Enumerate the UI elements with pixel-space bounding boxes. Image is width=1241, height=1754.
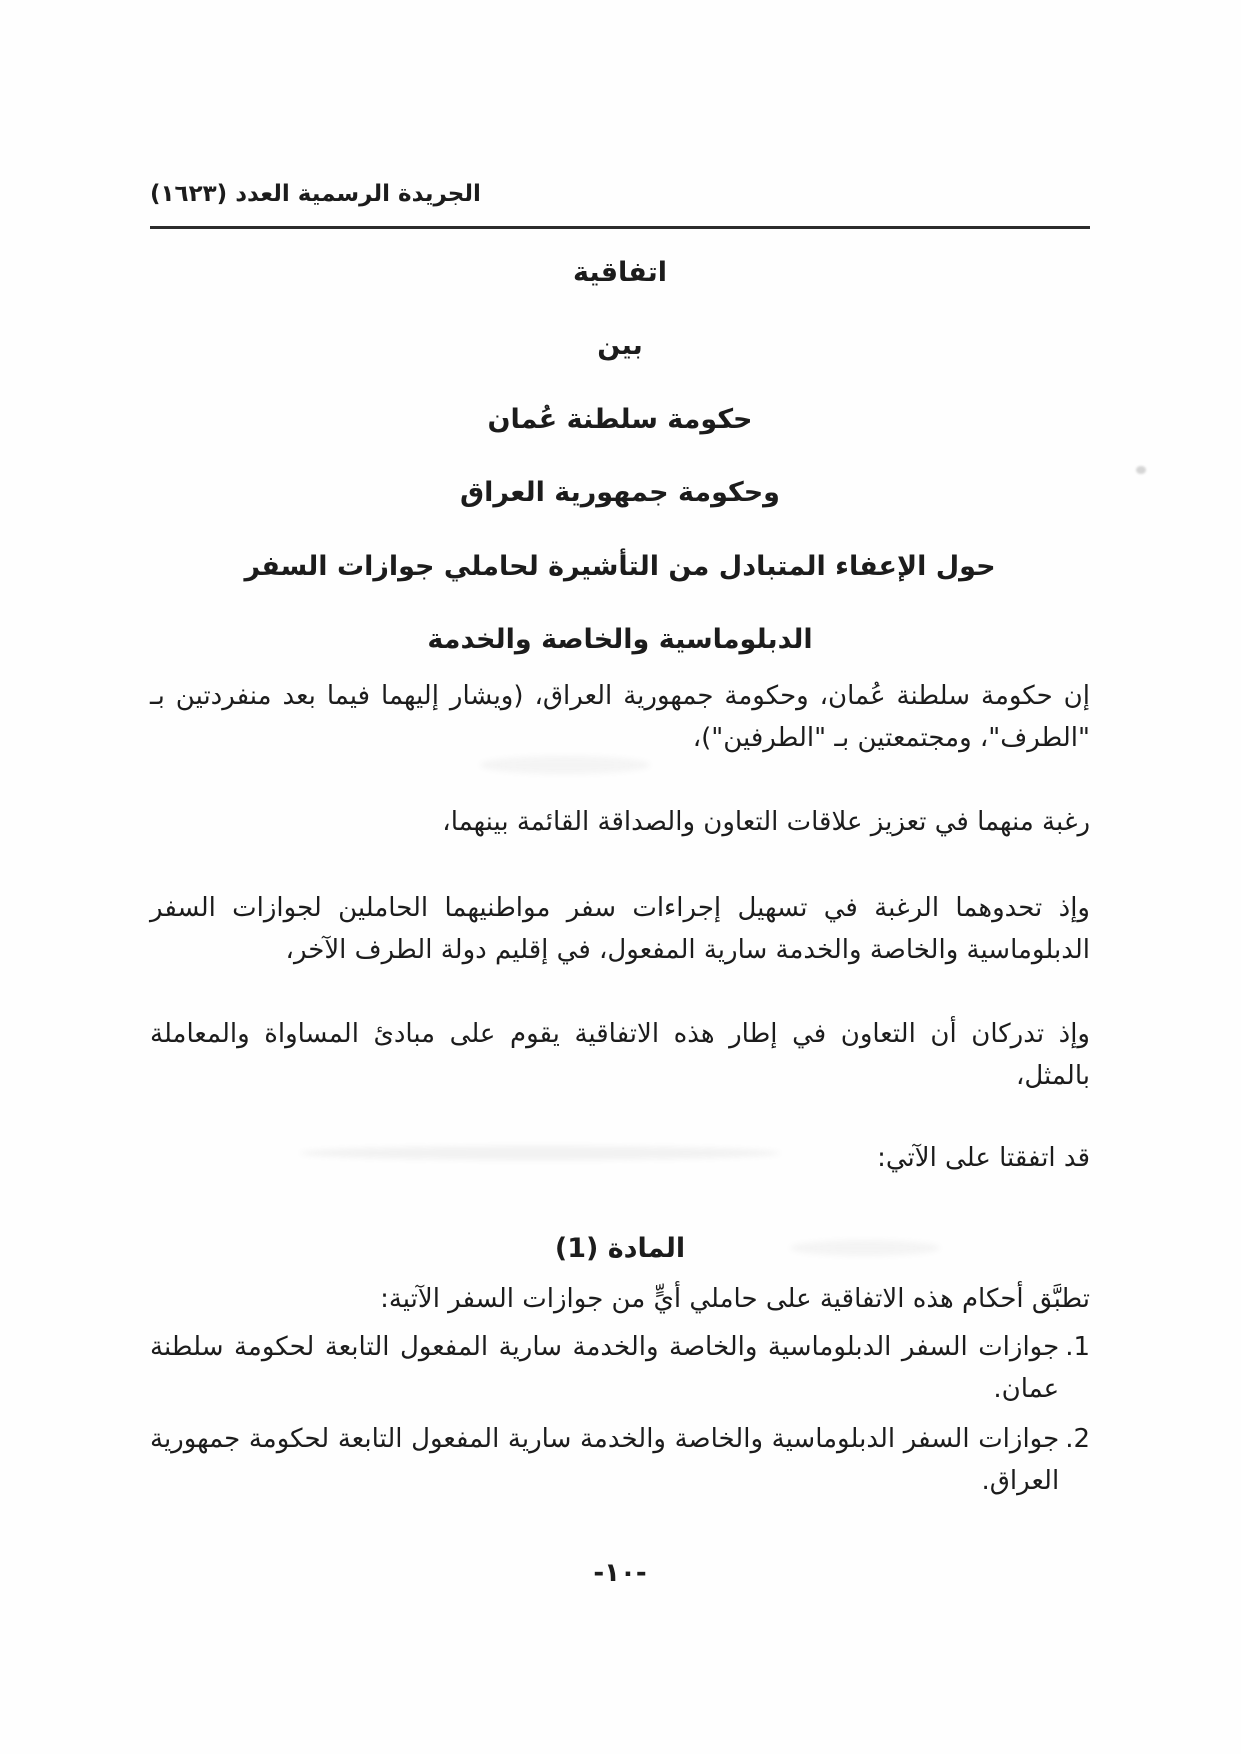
agreement-lead-in: قد اتفقتا على الآتي: [877, 1143, 1090, 1174]
preamble-paragraph-parties: إن حكومة سلطنة عُمان، وحكومة جمهورية العراق، (ويشار إليهما فيما بعد منفردتين بـ "الطرف"، ومجتمعتين بـ "الطرفين")، [150, 680, 1090, 753]
title-line-oman-government: حكومة سلطنة عُمان [487, 403, 753, 435]
clause-2-text: جوازات السفر الدبلوماسية والخاصة والخدمة سارية المفعول التابعة لحكومة جمهورية العراق. [150, 1424, 1060, 1497]
title-line-between: بين [597, 330, 643, 362]
page-number: -١٠- [593, 1558, 647, 1589]
article-1-heading: المادة (1) [554, 1233, 686, 1265]
header-rule [150, 226, 1090, 229]
title-line-agreement: اتفاقية [572, 256, 668, 288]
preamble-paragraph-friendship: رغبة منهما في تعزيز علاقات التعاون والصداقة القائمة بينهما، [442, 806, 1090, 837]
preamble-paragraph-travel-facilitation: وإذ تحدوهما الرغبة في تسهيل إجراءات سفر مواطنيهما الحاملين لجوازات السفر الدبلوماسية والخاصة والخدمة سارية المفعول، في إقليم دولة الطرف الآخر، [150, 892, 1090, 965]
clause-1-number: 1. [1065, 1331, 1090, 1362]
clause-1-text: جوازات السفر الدبلوماسية والخاصة والخدمة سارية المفعول التابعة لحكومة سلطنة عمان. [150, 1331, 1060, 1405]
clause-2-number: 2. [1065, 1424, 1090, 1455]
title-line-iraq-government: وحكومة جمهورية العراق [460, 477, 780, 509]
clause-item-2 [150, 1418, 1090, 1502]
title-line-passport-types: الدبلوماسية والخاصة والخدمة [427, 624, 813, 656]
scan-artifact [1136, 466, 1146, 474]
article-1-intro: تطبَّق أحكام هذه الاتفاقية على حاملي أيٍّ من جوازات السفر الآتية: [380, 1283, 1090, 1314]
preamble-paragraph-equality: وإذ تدركان أن التعاون في إطار هذه الاتفاقية يقوم على مبادئ المساواة والمعاملة بالمثل، [150, 1019, 1090, 1092]
clause-item-1 [150, 1326, 1090, 1410]
title-line-subject: حول الإعفاء المتبادل من التأشيرة لحاملي جوازات السفر [244, 550, 996, 582]
gazette-running-header: الجريدة الرسمية العدد (١٦٢٣) [150, 181, 481, 207]
